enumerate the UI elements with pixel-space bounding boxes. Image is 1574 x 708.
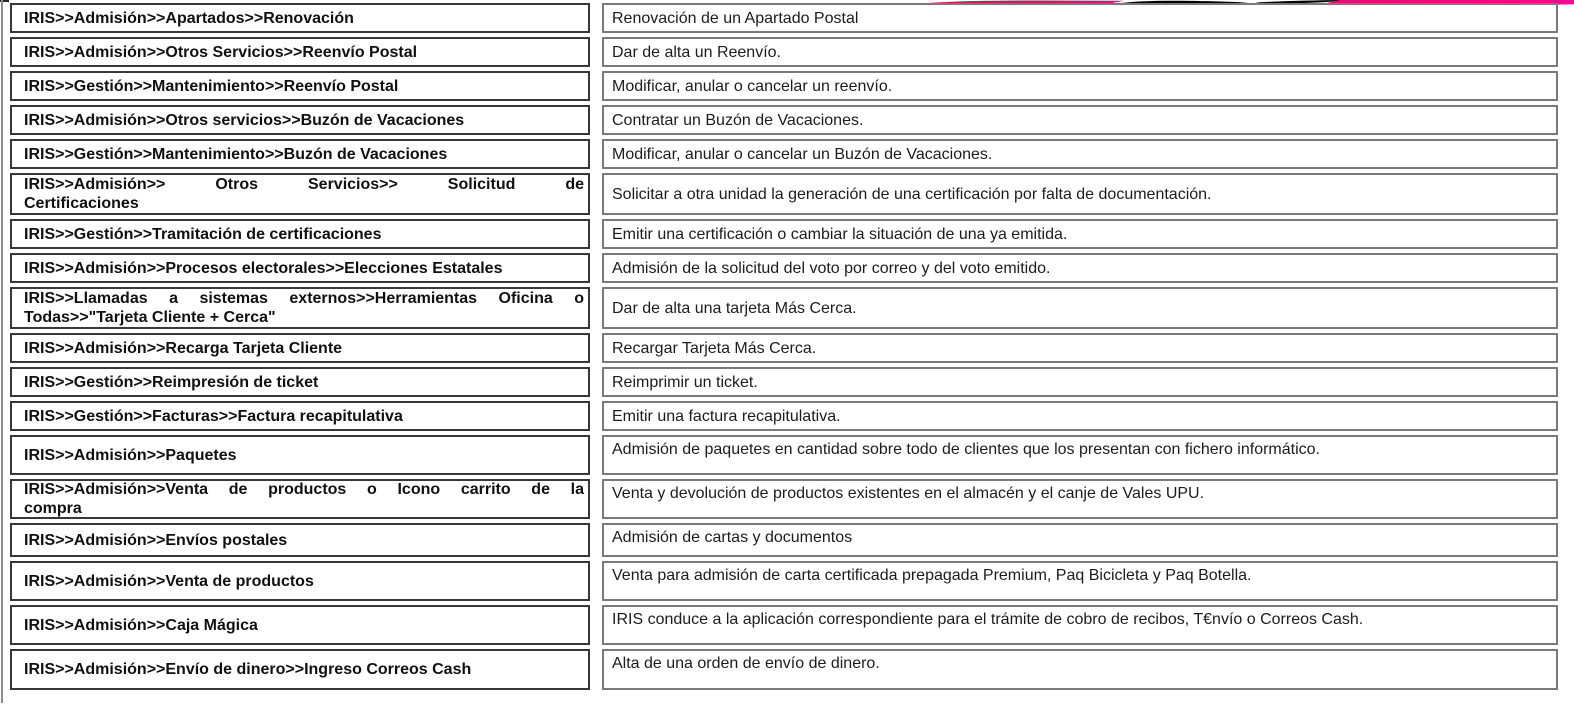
table-row-3 (10, 71, 1558, 101)
iris-table (10, 3, 1558, 690)
description-cell: Admisión de paquetes en cantidad sobre todo de clientes que los presentan con fichero informático. (602, 435, 1558, 475)
description-cell: Modificar, anular o cancelar un reenvío. (602, 71, 1558, 101)
iris-path-cell (10, 71, 590, 101)
iris-path-cell (10, 139, 590, 169)
iris-path-line: IRIS>>Llamadas a sistemas externos>>Herramientas Oficina o (24, 290, 584, 307)
iris-path-line: IRIS>>Admisión>>Envíos postales (24, 531, 288, 549)
iris-path-line: IRIS>>Admisión>>Venta de productos (24, 572, 314, 590)
table-row-12 (10, 401, 1558, 431)
iris-path-cell (10, 561, 590, 601)
description-cell: Renovación de un Apartado Postal (602, 3, 1558, 33)
iris-path-cell (10, 219, 590, 249)
iris-path-cell (10, 173, 590, 215)
description-cell: Venta y devolución de productos existentes en el almacén y el canje de Vales UPU. (602, 479, 1558, 519)
description-cell: Contratar un Buzón de Vacaciones. (602, 105, 1558, 135)
table-row-17 (10, 605, 1558, 645)
description-cell: Modificar, anular o cancelar un Buzón de Vacaciones. (602, 139, 1558, 169)
description-cell: Admisión de cartas y documentos (602, 523, 1558, 557)
iris-path-line: compra (24, 500, 82, 517)
iris-path-line: IRIS>>Admisión>>Otros servicios>>Buzón de Vacaciones (24, 111, 465, 129)
table-row-5 (10, 139, 1558, 169)
iris-path-line: Certificaciones (24, 195, 139, 212)
iris-path-cell (10, 605, 590, 645)
iris-path-line: IRIS>>Gestión>>Reimpresión de ticket (24, 373, 319, 391)
table-row-15 (10, 523, 1558, 557)
description-cell: IRIS conduce a la aplicación correspondiente para el trámite de cobro de recibos, T€nvío o Correos Cash. (602, 605, 1558, 645)
iris-path-cell (10, 479, 590, 519)
description-cell: Recargar Tarjeta Más Cerca. (602, 333, 1558, 363)
iris-path-line: IRIS>>Admisión>>Recarga Tarjeta Cliente (24, 339, 343, 357)
iris-path-cell (10, 367, 590, 397)
description-cell: Emitir una factura recapitulativa. (602, 401, 1558, 431)
iris-path-line: IRIS>>Admisión>>Venta de productos o Icono carrito de la (24, 481, 584, 498)
table-row-6 (10, 173, 1558, 215)
description-cell: Solicitar a otra unidad la generación de una certificación por falta de documentación. (602, 173, 1558, 215)
description-cell: Admisión de la solicitud del voto por correo y del voto emitido. (602, 253, 1558, 283)
table-row-14 (10, 479, 1558, 519)
iris-path-line: IRIS>>Admisión>>Caja Mágica (24, 616, 258, 634)
table-row-9 (10, 287, 1558, 329)
table-row-16 (10, 561, 1558, 601)
table-row-7 (10, 219, 1558, 249)
table-row-18 (10, 649, 1558, 690)
iris-path-line: IRIS>>Admisión>> Otros Servicios>> Solicitud de (24, 176, 584, 193)
table-row-4 (10, 105, 1558, 135)
table-row-2 (10, 37, 1558, 67)
description-cell: Dar de alta un Reenvío. (602, 37, 1558, 67)
iris-path-cell (10, 37, 590, 67)
iris-path-line: IRIS>>Admisión>>Procesos electorales>>Elecciones Estatales (24, 259, 503, 277)
iris-path-line: Todas>>"Tarjeta Cliente + Cerca" (24, 309, 276, 326)
iris-path-line: IRIS>>Gestión>>Mantenimiento>>Buzón de Vacaciones (24, 145, 448, 163)
table-row-8 (10, 253, 1558, 283)
description-cell: Emitir una certificación o cambiar la situación de una ya emitida. (602, 219, 1558, 249)
iris-path-line: IRIS>>Admisión>>Paquetes (24, 446, 237, 464)
table-row-13 (10, 435, 1558, 475)
table-row-10 (10, 333, 1558, 363)
table-row-1 (10, 3, 1558, 33)
iris-path-line: IRIS>>Admisión>>Envío de dinero>>Ingreso Correos Cash (24, 661, 472, 678)
iris-path-cell (10, 3, 590, 33)
page-frame-left-line (1, 0, 3, 703)
description-cell: Alta de una orden de envío de dinero. (602, 649, 1558, 690)
iris-path-cell (10, 333, 590, 363)
iris-path-cell (10, 253, 590, 283)
table-row-11 (10, 367, 1558, 397)
description-cell: Venta para admisión de carta certificada prepagada Premium, Paq Bicicleta y Paq Botella. (602, 561, 1558, 601)
iris-path-cell (10, 401, 590, 431)
iris-path-cell (10, 649, 590, 690)
description-cell: Reimprimir un ticket. (602, 367, 1558, 397)
iris-path-line: IRIS>>Gestión>>Tramitación de certificaciones (24, 225, 382, 243)
iris-path-line: IRIS>>Gestión>>Mantenimiento>>Reenvío Postal (24, 77, 399, 95)
description-cell: Dar de alta una tarjeta Más Cerca. (602, 287, 1558, 329)
iris-path-line: IRIS>>Admisión>>Apartados>>Renovación (24, 9, 354, 27)
iris-path-cell (10, 523, 590, 557)
iris-path-cell (10, 435, 590, 475)
iris-path-line: IRIS>>Admisión>>Otros Servicios>>Reenvío Postal (24, 43, 418, 61)
iris-path-line: IRIS>>Gestión>>Facturas>>Factura recapitulativa (24, 407, 403, 425)
iris-path-cell (10, 105, 590, 135)
iris-path-cell (10, 287, 590, 329)
